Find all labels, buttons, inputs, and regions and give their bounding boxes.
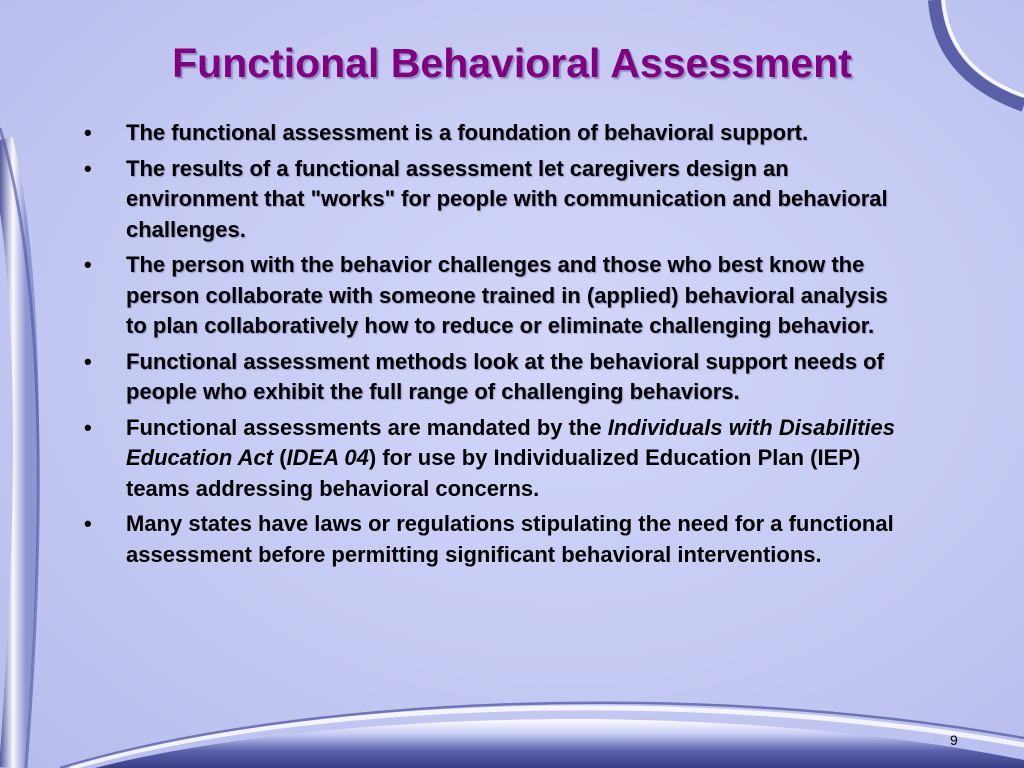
bullet-dot: • (84, 511, 92, 536)
bullet-dot: • (84, 414, 92, 440)
bullet-list (82, 118, 912, 575)
bullet-dot: • (84, 348, 92, 374)
law-name: Individuals with Disabilities Education Act (126, 414, 895, 470)
bullet-item (82, 118, 912, 149)
bullet-dot: • (84, 155, 92, 181)
bullet-text: Many states have laws or regulations stipulating the need for a functional assessment before permitting significant behavioral interventions. (126, 511, 894, 567)
bullet-text: The results of a functional assessment let caregivers design an environment that "works" for people with communication and behavioral challenges. (126, 155, 888, 242)
bullet-text: Functional assessment methods look at the behavioral support needs of people who exhibit the full range of challenging behaviors. (126, 348, 884, 404)
bullet-dot: • (84, 252, 92, 277)
bullet-item (82, 509, 912, 570)
bullet-item (82, 413, 912, 505)
bullet-dot: • (84, 120, 92, 145)
bullet-item (82, 347, 912, 408)
slide-number: 9 (950, 732, 958, 748)
bullet-text-part: ) for use by Individualized Education Plan (IEP) teams addressing behavioral concerns. (126, 445, 861, 501)
bullet-text: The functional assessment is a foundation of behavioral support. (126, 120, 809, 145)
bullet-text-part: Functional assessments are mandated by the (126, 414, 608, 440)
slide-title: Functional Behavioral Assessment (172, 40, 852, 86)
bullet-item (82, 154, 912, 246)
bullet-text (126, 415, 895, 501)
law-abbreviation: IDEA 04 (286, 445, 369, 470)
bullet-item (82, 250, 912, 342)
bullet-text-part: ( (273, 445, 287, 470)
bullet-text: The person with the behavior challenges and those who best know the person collaborate with someone trained in (applied) behavioral analysis to plan collaboratively how to reduce or eliminate challenging behavior. (126, 252, 888, 338)
